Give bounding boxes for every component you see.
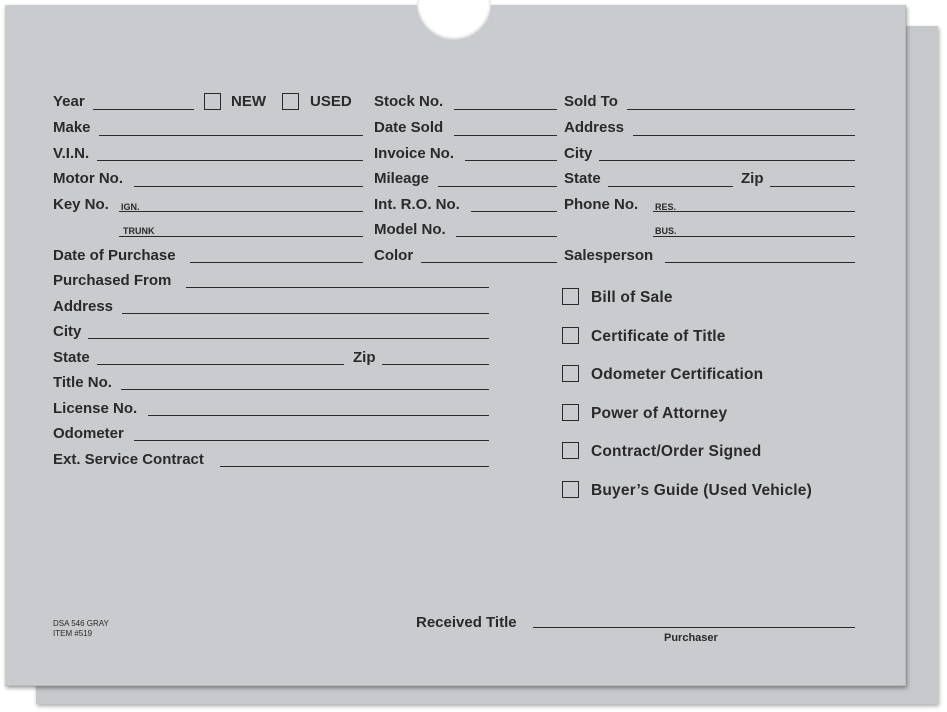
power-of-attorney-label: Power of Attorney [591,405,728,422]
model-no-field[interactable] [456,236,557,237]
res-label: RES. [655,202,677,212]
ext-service-field[interactable] [220,466,489,467]
int-ro-no-label: Int. R.O. No. [374,196,460,213]
bill-of-sale-label: Bill of Sale [591,289,673,306]
key-trunk-field[interactable] [119,236,363,237]
title-no-label: Title No. [53,374,112,391]
buyers-guide-label: Buyer’s Guide (Used Vehicle) [591,482,812,499]
pf-address-label: Address [53,298,114,315]
used-checkbox[interactable] [282,93,299,110]
sold-zip-label: Zip [741,170,764,187]
make-field[interactable] [99,135,363,136]
deal-jacket-front [5,5,906,686]
checkbox-power-of-attorney[interactable] [562,404,579,421]
mileage-field[interactable] [438,186,557,187]
odometer-field[interactable] [134,440,489,441]
title-no-field[interactable] [121,389,489,390]
sold-to-label: Sold To [564,93,618,110]
sold-address-label: Address [564,119,625,136]
pf-city-label: City [53,323,82,340]
license-no-label: License No. [53,400,138,417]
pf-address-field[interactable] [122,313,489,314]
checkbox-buyers-guide[interactable] [562,481,579,498]
odometer-certification-label: Odometer Certification [591,366,764,383]
motor-no-label: Motor No. [53,170,123,187]
invoice-no-label: Invoice No. [374,145,455,162]
date-sold-field[interactable] [454,135,557,136]
color-field[interactable] [421,262,557,263]
new-checkbox[interactable] [204,93,221,110]
purchaser-label: Purchaser [664,632,718,644]
pf-state-label: State [53,349,90,366]
sold-city-field[interactable] [599,160,855,161]
sold-state-field[interactable] [608,186,733,187]
pf-city-field[interactable] [88,338,489,339]
color-label: Color [374,247,414,264]
date-of-purchase-label: Date of Purchase [53,247,176,264]
checkbox-certificate-of-title[interactable] [562,327,579,344]
model-no-label: Model No. [374,221,446,238]
purchased-from-label: Purchased From [53,272,172,289]
year-field[interactable] [93,109,194,110]
pf-zip-label: Zip [353,349,376,366]
phone-no-label: Phone No. [564,196,639,213]
stock-no-field[interactable] [454,109,557,110]
sold-state-label: State [564,170,601,187]
phone-res-field[interactable] [653,211,855,212]
contract-order-signed-label: Contract/Order Signed [591,443,762,460]
pf-state-field[interactable] [97,364,344,365]
checkbox-bill-of-sale[interactable] [562,288,579,305]
sold-city-label: City [564,145,593,162]
item-number: ITEM #519 [53,629,93,638]
date-of-purchase-field[interactable] [190,262,363,263]
trunk-label: TRUNK [123,226,155,236]
received-title-field[interactable] [533,627,855,628]
invoice-no-field[interactable] [465,160,557,161]
phone-bus-field[interactable] [653,236,855,237]
motor-no-field[interactable] [134,186,363,187]
license-no-field[interactable] [148,415,489,416]
vin-label: V.I.N. [53,145,90,162]
checkbox-contract-order-signed[interactable] [562,442,579,459]
date-sold-label: Date Sold [374,119,444,136]
int-ro-no-field[interactable] [471,211,557,212]
certificate-of-title-label: Certificate of Title [591,328,726,345]
thumb-cut [417,0,491,41]
purchased-from-field[interactable] [186,287,489,288]
make-label: Make [53,119,91,136]
received-title-label: Received Title [416,614,517,631]
checkbox-odometer-certification[interactable] [562,365,579,382]
vin-field[interactable] [97,160,363,161]
salesperson-field[interactable] [665,262,855,263]
ext-service-label: Ext. Service Contract [53,451,204,468]
stock-no-label: Stock No. [374,93,444,110]
form-code: DSA 546 GRAY [53,619,109,628]
key-no-label: Key No. [53,196,109,213]
sold-zip-field[interactable] [770,186,855,187]
bus-label: BUS. [655,226,677,236]
key-ign-field[interactable] [119,211,363,212]
sold-address-field[interactable] [633,135,855,136]
mileage-label: Mileage [374,170,430,187]
sold-to-field[interactable] [627,109,855,110]
used-label: USED [310,93,352,110]
year-label: Year [53,93,85,110]
odometer-label: Odometer [53,425,124,442]
new-label: NEW [231,93,266,110]
ign-label: IGN. [121,202,140,212]
pf-zip-field[interactable] [382,364,489,365]
salesperson-label: Salesperson [564,247,654,264]
